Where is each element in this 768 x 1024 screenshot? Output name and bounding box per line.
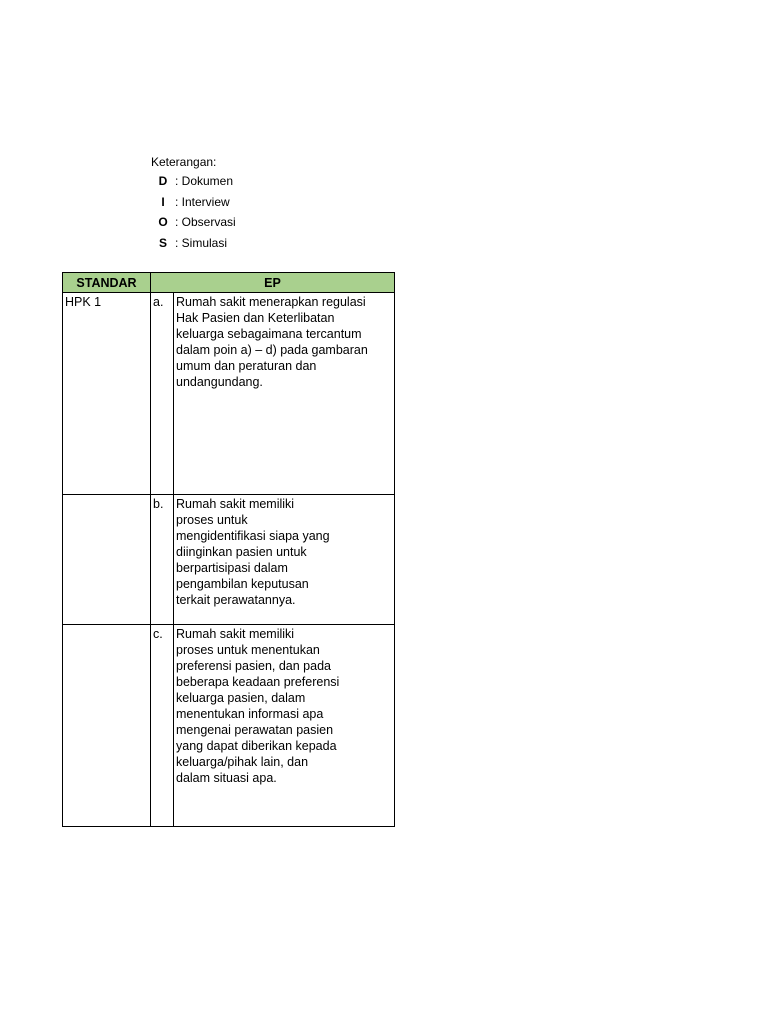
- legend-item-simulasi: [151, 233, 236, 254]
- standar-cell: [63, 625, 151, 827]
- standar-cell: HPK 1: [63, 293, 151, 495]
- table-row: [63, 293, 395, 495]
- legend-desc: : Simulasi: [175, 235, 228, 250]
- table-row: [63, 625, 395, 827]
- legend-desc: : Interview: [175, 194, 230, 209]
- legend-item-interview: [151, 192, 236, 213]
- legend-item-dokumen: [151, 171, 236, 192]
- legend-code: I: [161, 194, 165, 209]
- standar-cell: [63, 495, 151, 625]
- table-header-row: [63, 273, 395, 293]
- legend-code: S: [158, 235, 167, 250]
- ep-letter-cell: c.: [151, 625, 174, 827]
- ep-text-cell: Rumah sakit menerapkan regulasi Hak Pasien dan Keterlibatan keluarga sebagaimana tercantum dalam poin a) – d) pada gambaran umum dan peraturan dan undangundang.: [174, 293, 395, 495]
- legend-code: D: [158, 174, 168, 188]
- legend-desc: : Dokumen: [175, 174, 234, 188]
- legend: [151, 153, 236, 253]
- legend-desc: : Observasi: [175, 215, 236, 229]
- ep-letter-cell: a.: [151, 293, 174, 495]
- ep-table: [62, 272, 395, 827]
- legend-item-observasi: [151, 212, 236, 233]
- header-standar: STANDAR: [63, 273, 151, 293]
- legend-code: O: [158, 215, 168, 229]
- ep-text-cell: Rumah sakit memiliki proses untuk menentukan preferensi pasien, dan pada beberapa keadaan preferensi keluarga pasien, dalam menentukan informasi apa mengenai perawatan pasien yang dapat diberikan kepada keluarga/pihak lain, dan dalam situasi apa.: [174, 625, 395, 827]
- ep-text-cell: Rumah sakit memiliki proses untuk mengidentifikasi siapa yang diinginkan pasien untuk berpartisipasi dalam pengambilan keputusan terkait perawatannya.: [174, 495, 395, 625]
- header-ep: EP: [151, 273, 395, 293]
- table-row: [63, 495, 395, 625]
- legend-title: Keterangan:: [151, 155, 217, 169]
- ep-letter-cell: b.: [151, 495, 174, 625]
